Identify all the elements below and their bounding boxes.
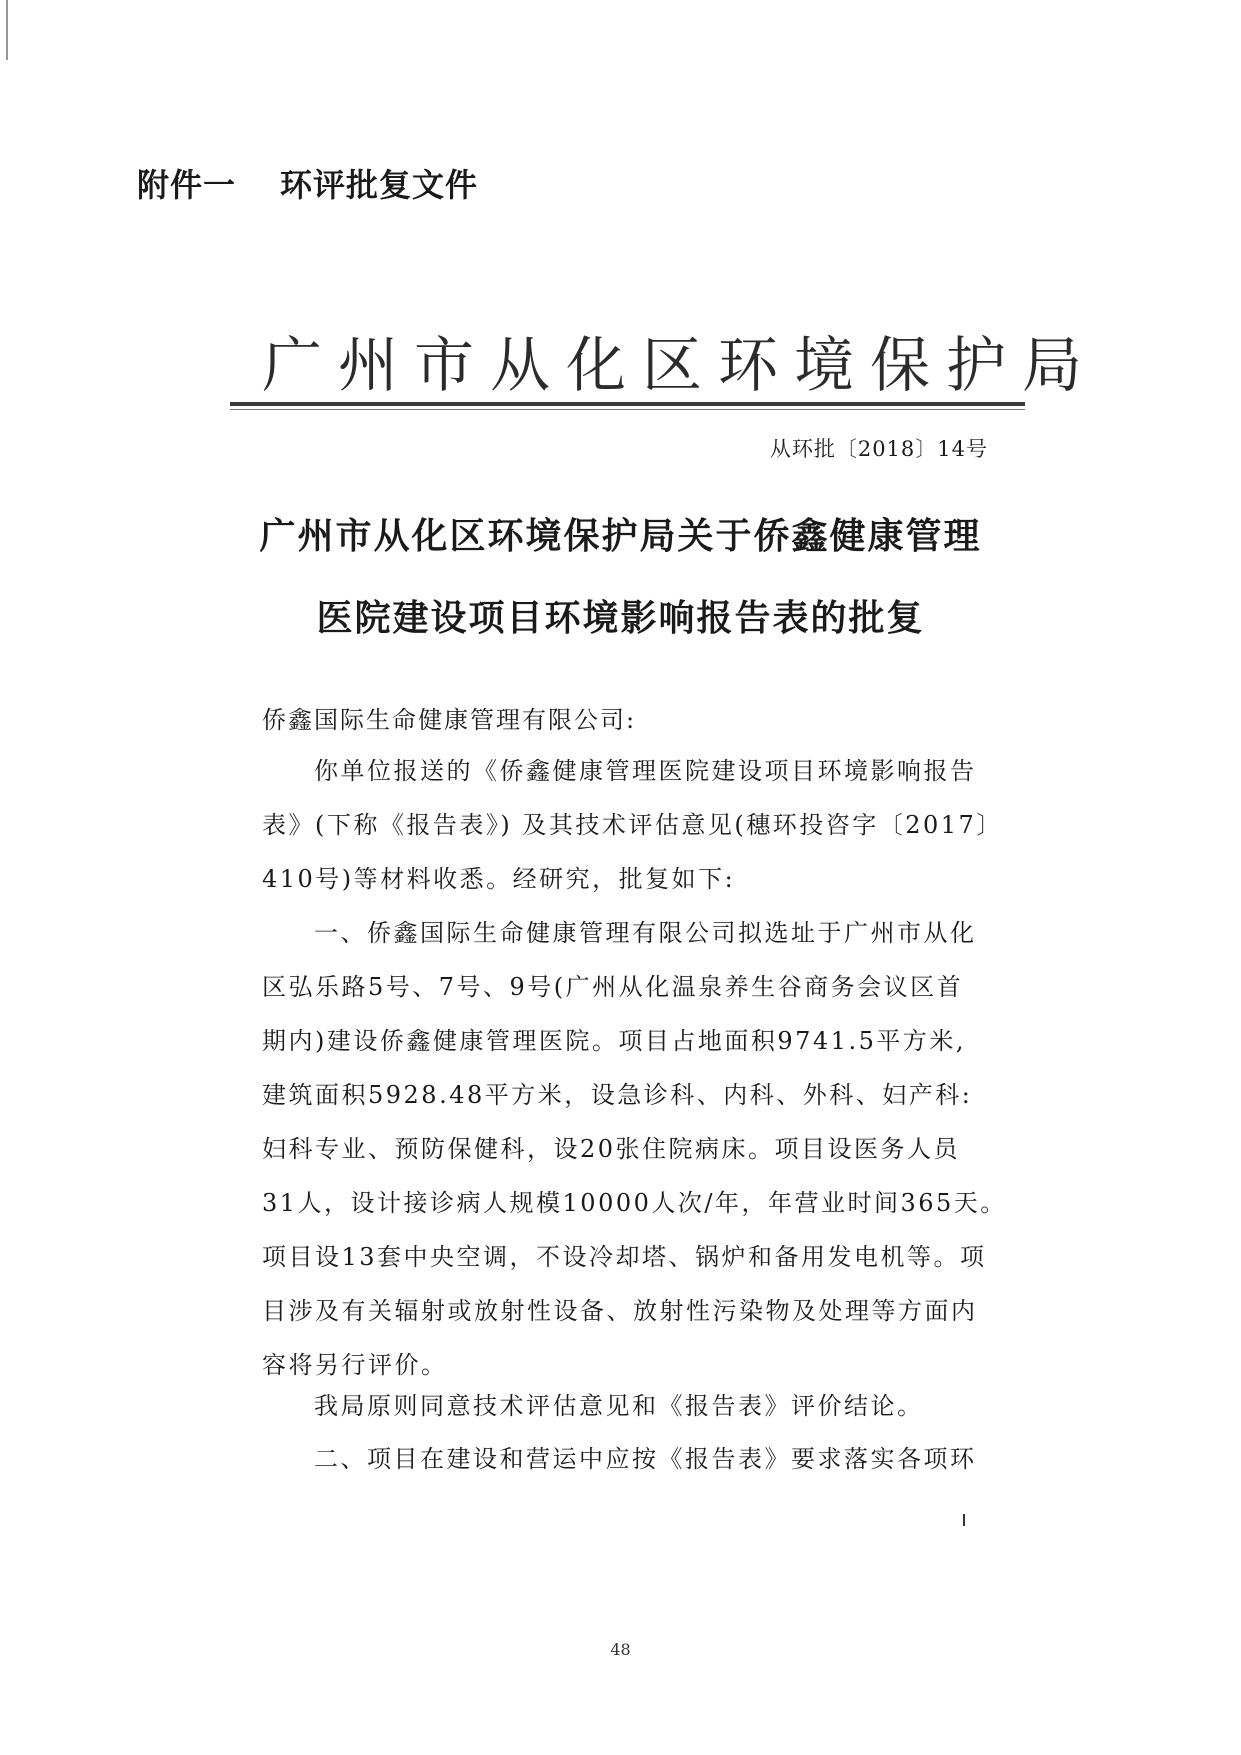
paragraph-line: 容将另行评价。 <box>262 1351 448 1379</box>
paragraph-line: 建筑面积5928.48平方米，设急诊科、内科、外科、妇产科: <box>262 1081 973 1109</box>
scan-edge-mark <box>6 0 8 60</box>
paragraph-approval <box>262 1379 982 1433</box>
document-title-line-2: 医院建设项目环境影响报告表的批复 <box>316 598 925 639</box>
paragraph-item-one <box>262 906 1007 1392</box>
bureau-letterhead: 广州市从化区环境保护局 <box>262 331 1098 401</box>
paragraph-line: 期内)建设侨鑫健康管理医院。项目占地面积9741.5平方米, <box>262 1027 966 1055</box>
paragraph-line: 二、项目在建设和营运中应按《报告表》要求落实各项环 <box>314 1445 977 1473</box>
salutation: 侨鑫国际生命健康管理有限公司: <box>262 706 637 734</box>
paragraph-line: 一、侨鑫国际生命健康管理有限公司拟选址于广州市从化 <box>314 919 977 947</box>
paragraph-line: 表》(下称《报告表》) 及其技术评估意见(穗环投咨字〔2017〕 <box>262 811 1003 839</box>
attachment-heading <box>137 160 478 206</box>
page-number: 48 <box>610 1640 631 1659</box>
paragraph-line: 区弘乐路5号、7号、9号(广州从化温泉养生谷商务会议区首 <box>262 973 964 1001</box>
paragraph-item-two <box>262 1432 982 1486</box>
paragraph-line: 项目设13套中央空调，不设冷却塔、锅炉和备用发电机等。项 <box>262 1243 987 1271</box>
paragraph-line: 妇科专业、预防保健科，设20张住院病床。项目设医务人员 <box>262 1135 961 1163</box>
paragraph-line: 你单位报送的《侨鑫健康管理医院建设项目环境影响报告 <box>314 757 977 785</box>
letterhead-rule-thin <box>230 409 1025 410</box>
paragraph-line: 31人，设计接诊病人规模10000人次/年，年营业时间365天。 <box>262 1189 1007 1217</box>
document-number: 从环批〔2018〕14号 <box>769 437 988 461</box>
letterhead-rule <box>230 402 1025 406</box>
paragraph-intro <box>262 744 1003 906</box>
attachment-title: 环评批复文件 <box>280 166 479 204</box>
paragraph-line: 410号)等材料收悉。经研究，批复如下: <box>262 865 736 893</box>
paragraph-line: 我局原则同意技术评估意见和《报告表》评价结论。 <box>314 1392 924 1420</box>
paragraph-line: 目涉及有关辐射或放射性设备、放射性污染物及处理等方面内 <box>262 1297 978 1325</box>
margin-mark <box>963 1514 965 1526</box>
attachment-label: 附件一 <box>137 166 237 204</box>
document-title-line-1: 广州市从化区环境保护局关于侨鑫健康管理 <box>259 516 982 557</box>
